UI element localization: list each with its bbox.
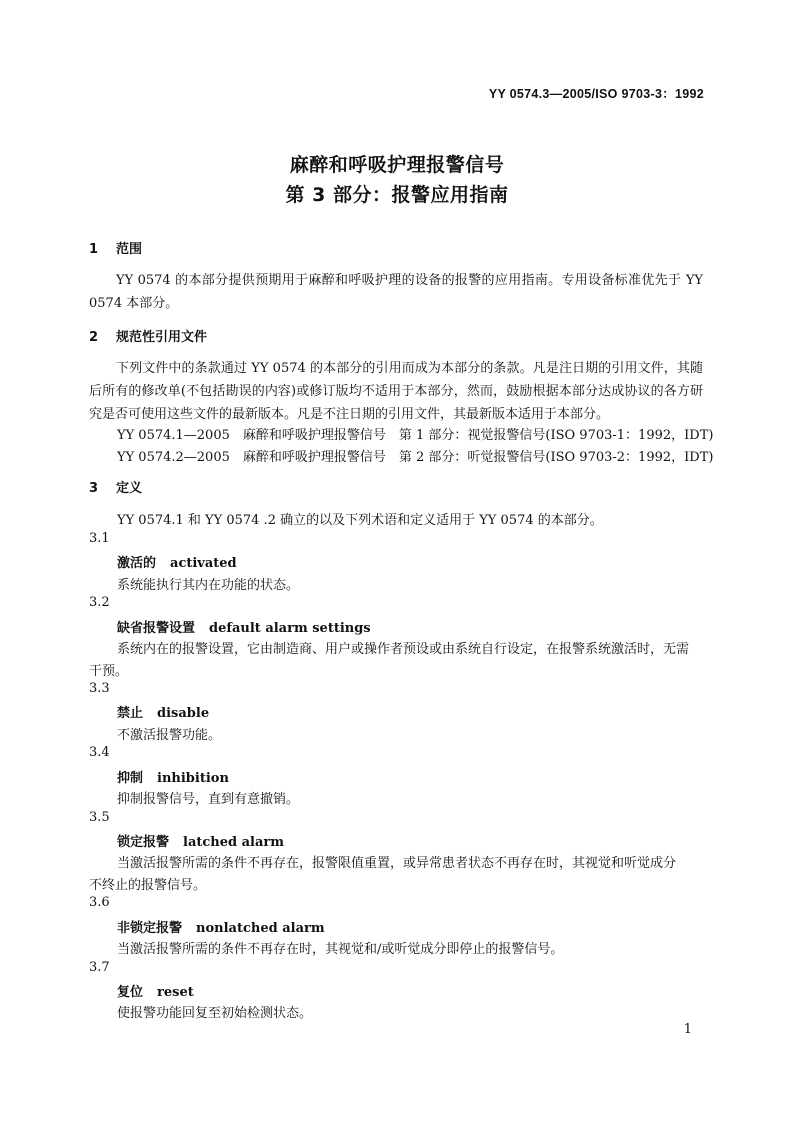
section-3-intro: YY 0574.1 和 YY 0574 .2 确立的以及下列术语和定义适用于 YY 0574 的本部分。 xyxy=(117,513,603,528)
section-2-paragraph: 下列文件中的条款通过 YY 0574 的本部分的引用而成为本部分的条款。凡是注日期的引用文件，其随后所有的修改单(不包括勘误的内容)或修订版均不适用于本部分，然而，鼓励根据本部分达成协议的各方研究是否可使用这些文件的最新版本。凡是不注日期的引用文件，其最新版本适用于本部分。 xyxy=(89,361,703,422)
clause-number: 3.5 xyxy=(89,810,110,825)
clause-number: 3.2 xyxy=(89,595,110,610)
section-title: 规范性引用文件 xyxy=(116,330,208,345)
term-english: latched alarm xyxy=(183,835,285,850)
definition-text: 使报警功能回复至初始检测状态。 xyxy=(117,1006,313,1021)
section-number: 2 xyxy=(89,330,99,345)
definition-term xyxy=(117,917,325,936)
section-3-heading xyxy=(89,477,142,496)
term-chinese: 禁止 xyxy=(117,706,144,721)
clause-number: 3.4 xyxy=(89,745,110,760)
clause-number: 3.6 xyxy=(89,895,110,910)
section-2-heading xyxy=(89,326,207,345)
term-chinese: 锁定报警 xyxy=(117,835,170,850)
term-english: inhibition xyxy=(157,771,229,786)
section-number: 3 xyxy=(89,481,99,496)
section-title: 定义 xyxy=(116,481,143,496)
term-chinese: 复位 xyxy=(117,985,144,1000)
definition-term xyxy=(117,981,194,1000)
section-1-paragraph: YY 0574 的本部分提供预期用于麻醉和呼吸护理的设备的报警的应用指南。专用设备标准优先于 YY 0574 本部分。 xyxy=(89,273,703,311)
definition-term xyxy=(117,617,371,636)
definition-text: 当激活报警所需的条件不再存在，报警限值重置，或异常患者状态不再存在时，其视觉和听觉成分 xyxy=(117,856,677,871)
definition-text-continued: 不终止的报警信号。 xyxy=(89,878,207,893)
definition-term xyxy=(117,702,209,721)
clause-number: 3.3 xyxy=(89,681,110,696)
standard-number: YY 0574.3—2005/ISO 9703-3：1992 xyxy=(488,87,704,101)
term-chinese: 缺省报警设置 xyxy=(117,621,196,636)
definition-text-continued: 干预。 xyxy=(89,664,129,679)
term-chinese: 非锁定报警 xyxy=(117,921,183,936)
term-chinese: 抑制 xyxy=(117,771,144,786)
clause-number: 3.7 xyxy=(89,960,110,975)
section-1-heading xyxy=(89,238,142,257)
document-subtitle: 第 3 部分：报警应用指南 xyxy=(285,184,509,206)
normative-reference-2: YY 0574.2—2005 麻醉和呼吸护理报警信号 第 2 部分：听觉报警信号(ISO 9703-2：1992，IDT) xyxy=(117,450,714,465)
definition-term xyxy=(117,552,237,571)
term-english: reset xyxy=(157,985,194,1000)
term-english: disable xyxy=(157,706,210,721)
definition-text: 不激活报警功能。 xyxy=(117,728,222,743)
page-number: 1 xyxy=(683,1022,692,1037)
definition-text: 系统内在的报警设置，它由制造商、用户或操作者预设或由系统自行设定，在报警系统激活时，无需 xyxy=(117,642,690,657)
definition-term xyxy=(117,831,284,850)
definition-text: 系统能执行其内在功能的状态。 xyxy=(117,578,300,593)
section-title: 范围 xyxy=(116,242,143,257)
term-english: activated xyxy=(170,556,237,571)
normative-reference-1: YY 0574.1—2005 麻醉和呼吸护理报警信号 第 1 部分：视觉报警信号(ISO 9703-1：1992，IDT) xyxy=(117,428,714,443)
term-chinese: 激活的 xyxy=(117,556,157,571)
clause-number: 3.1 xyxy=(89,531,110,546)
term-english: default alarm settings xyxy=(209,621,371,636)
section-number: 1 xyxy=(89,242,99,257)
document-title: 麻醉和呼吸护理报警信号 xyxy=(289,154,505,176)
definition-text: 当激活报警所需的条件不再存在时，其视觉和/或听觉成分即停止的报警信号。 xyxy=(117,942,564,957)
definition-text: 抑制报警信号，直到有意撤销。 xyxy=(117,792,300,807)
term-english: nonlatched alarm xyxy=(196,921,325,936)
definition-term xyxy=(117,767,229,786)
